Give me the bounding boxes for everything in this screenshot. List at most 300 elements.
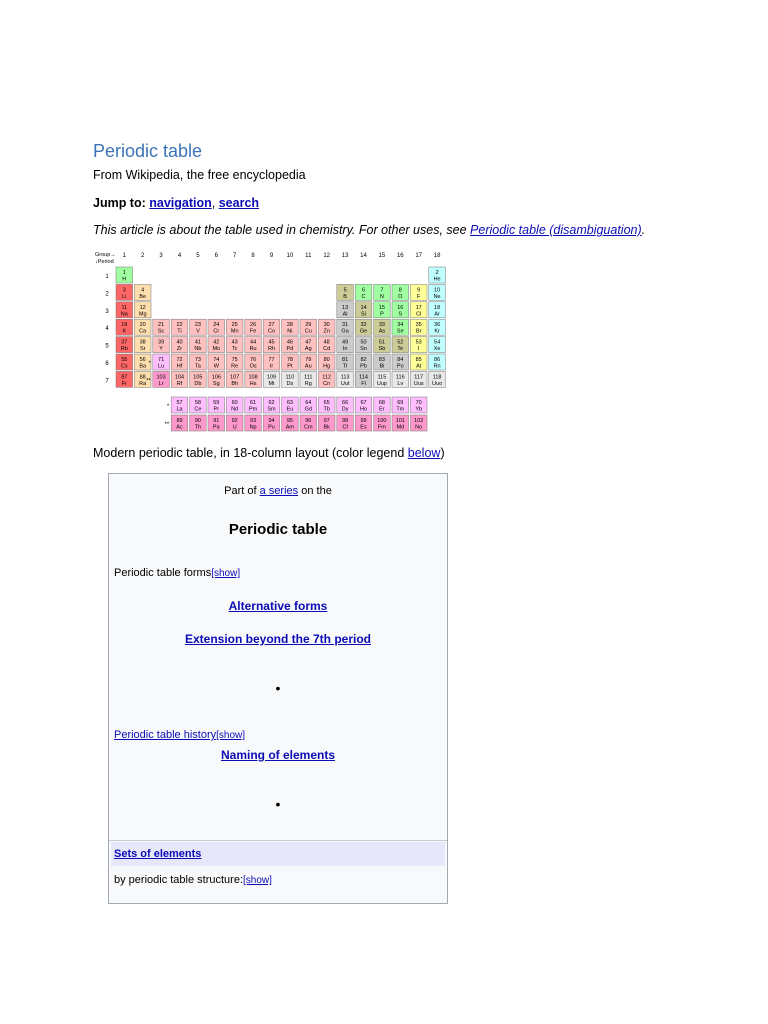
element-symbol: H — [122, 276, 127, 283]
element-symbol: Am — [285, 424, 295, 431]
element-symbol: Bh — [231, 380, 239, 387]
element-number: 24 — [213, 322, 220, 329]
caption-text: Modern periodic table, in 18-column layout (color legend — [93, 446, 408, 460]
element-number: 43 — [231, 339, 238, 346]
search-link[interactable]: search — [218, 196, 260, 210]
element-number: 71 — [158, 357, 165, 363]
group-number: 3 — [159, 253, 163, 259]
element-symbol: Mt — [268, 380, 275, 387]
group-number: 12 — [323, 253, 331, 259]
element-symbol: Ta — [194, 363, 201, 370]
sets-row — [114, 848, 201, 860]
element-symbol: Dy — [341, 406, 349, 413]
element-symbol: Pu — [268, 424, 275, 431]
element-symbol: Nd — [231, 406, 239, 413]
element-symbol: Lr — [158, 380, 164, 387]
element-number: 27 — [268, 322, 275, 329]
element-number: 116 — [395, 374, 405, 381]
element-symbol: Uup — [376, 380, 387, 387]
element-symbol: B — [343, 293, 347, 300]
element-number: 105 — [193, 374, 203, 381]
element-number: 111 — [304, 374, 313, 381]
element-number: 106 — [211, 374, 221, 381]
element-number: 31 — [342, 322, 349, 329]
caption-end: ) — [440, 446, 445, 460]
element-number: 35 — [415, 322, 422, 329]
element-number: 58 — [194, 400, 201, 406]
element-number: 21 — [158, 322, 165, 329]
element-symbol: Mg — [138, 311, 147, 318]
element-number: 17 — [415, 304, 422, 311]
part-of-text: Part of — [224, 485, 260, 497]
element-symbol: Sm — [267, 406, 276, 413]
element-symbol: Y — [159, 346, 163, 353]
element-number: 23 — [194, 322, 201, 329]
element-symbol: Os — [249, 363, 257, 370]
element-number: 25 — [231, 322, 238, 329]
element-number: 82 — [360, 357, 367, 363]
element-number: 42 — [213, 339, 220, 346]
element-symbol: Ce — [194, 406, 202, 413]
element-symbol: Rh — [267, 346, 276, 353]
series-link[interactable]: a series — [259, 485, 299, 497]
element-number: 6 — [361, 287, 366, 294]
element-number: 80 — [323, 357, 330, 363]
element-symbol: Te — [397, 346, 404, 353]
element-number: 2 — [435, 270, 439, 276]
by-structure-row — [114, 874, 272, 886]
element-symbol: At — [416, 363, 422, 370]
element-symbol: Hg — [323, 363, 331, 370]
element-symbol: K — [122, 328, 127, 335]
element-number: 67 — [360, 400, 367, 406]
element-number: 66 — [342, 400, 349, 406]
element-number: 63 — [286, 400, 293, 406]
element-number: 74 — [213, 357, 220, 363]
element-number: 98 — [342, 418, 349, 424]
element-number: 79 — [305, 357, 312, 363]
element-number: 89 — [176, 418, 183, 424]
element-number: 96 — [305, 418, 312, 424]
naming-link[interactable]: Naming of elements — [220, 748, 336, 762]
element-number: 37 — [121, 339, 128, 346]
element-number: 59 — [213, 400, 220, 406]
history-row — [114, 729, 245, 741]
element-symbol: Yb — [415, 406, 423, 413]
element-symbol: Br — [415, 328, 422, 335]
element-number: 104 — [174, 374, 185, 381]
period-number: 4 — [105, 326, 109, 333]
subtitle: From Wikipedia, the free encyclopedia — [93, 168, 306, 182]
element-number: 11 — [121, 304, 128, 311]
element-symbol: Lv — [397, 380, 404, 387]
element-number: 9 — [417, 287, 421, 294]
element-symbol: As — [378, 328, 386, 335]
element-symbol: Cl — [416, 311, 422, 318]
element-number: 93 — [250, 418, 257, 424]
element-symbol: Fl — [361, 380, 366, 387]
element-symbol: Rn — [433, 363, 441, 370]
history-link[interactable]: Periodic table history — [114, 729, 217, 741]
element-number: 26 — [250, 322, 257, 329]
element-number: 16 — [397, 304, 404, 311]
element-number: 1 — [122, 270, 126, 276]
period-number: 1 — [105, 274, 109, 280]
element-number: 102 — [414, 418, 424, 424]
element-symbol: Na — [120, 311, 128, 318]
element-number: 47 — [305, 339, 312, 346]
element-symbol: Cs — [120, 363, 128, 370]
element-symbol: Fm — [377, 424, 386, 431]
element-number: 78 — [286, 357, 293, 363]
element-symbol: Se — [396, 328, 404, 335]
element-symbol: Pt — [287, 363, 293, 370]
sets-header — [109, 840, 447, 868]
element-number: 72 — [176, 357, 183, 363]
element-number: 61 — [250, 400, 257, 406]
element-symbol: Co — [267, 328, 276, 335]
sets-header-bg — [111, 842, 445, 866]
element-symbol: Gd — [304, 406, 312, 413]
element-number: 22 — [176, 322, 183, 329]
hatnote — [93, 223, 645, 237]
element-symbol: Hs — [249, 380, 257, 387]
image-caption — [93, 446, 445, 460]
actinide-marker: ** — [146, 378, 151, 385]
element-symbol: S — [398, 311, 403, 318]
element-number: 48 — [323, 339, 330, 346]
element-number: 76 — [250, 357, 257, 363]
navigation-link[interactable]: navigation — [149, 196, 212, 210]
element-symbol: Xe — [433, 346, 441, 353]
element-number: 86 — [434, 357, 441, 363]
element-symbol: Ru — [249, 346, 257, 353]
element-number: 14 — [360, 304, 367, 311]
infobox-title: Periodic table — [228, 521, 328, 538]
element-symbol: F — [417, 293, 421, 300]
color-legend-link[interactable]: below — [407, 446, 441, 460]
period-number: 5 — [105, 343, 109, 350]
naming-row — [109, 748, 447, 762]
element-symbol: Cn — [323, 380, 331, 387]
bullet-2: • — [275, 796, 281, 812]
element-symbol: Ir — [269, 363, 274, 370]
sets-of-elements-link[interactable]: Sets of elements — [114, 848, 202, 860]
forms-row — [114, 567, 240, 579]
group-number: 4 — [177, 253, 182, 259]
element-number: 108 — [248, 374, 258, 381]
element-number: 52 — [397, 339, 404, 346]
element-number: 68 — [378, 400, 385, 406]
element-symbol: Np — [249, 424, 257, 431]
element-symbol: Ni — [287, 328, 293, 335]
element-number: 51 — [378, 339, 385, 346]
element-number: 85 — [415, 357, 422, 363]
element-number: 115 — [377, 374, 387, 381]
element-symbol: Ne — [433, 293, 441, 300]
forms-show-toggle[interactable]: [show] — [211, 568, 241, 579]
element-symbol: Cm — [304, 424, 313, 431]
element-number: 5 — [343, 287, 347, 294]
element-number: 91 — [213, 418, 220, 424]
element-number: 18 — [434, 304, 441, 311]
period-number: 7 — [105, 378, 109, 385]
group-number: 1 — [122, 253, 126, 259]
element-symbol: Uus — [413, 380, 424, 387]
element-number: 55 — [121, 357, 128, 363]
element-symbol: Pr — [213, 406, 220, 413]
element-symbol: Th — [194, 424, 202, 431]
element-symbol: Ge — [359, 328, 368, 335]
group-number: 8 — [251, 253, 255, 259]
element-number: 64 — [305, 400, 312, 406]
element-symbol: N — [379, 293, 384, 300]
group-number: 15 — [378, 253, 386, 259]
period-number: 3 — [105, 308, 109, 315]
disambiguation-link[interactable]: Periodic table (disambiguation) — [470, 223, 642, 237]
extension-row — [109, 632, 447, 646]
element-number: 117 — [414, 374, 424, 381]
hatnote-text: This article is about the table used in chemistry. For other uses, see — [93, 223, 471, 237]
element-symbol: C — [361, 293, 366, 300]
element-number: 118 — [432, 374, 442, 381]
element-symbol: Tl — [342, 363, 348, 370]
element-symbol: Li — [122, 293, 127, 300]
element-number: 15 — [378, 304, 385, 311]
element-symbol: Re — [231, 363, 239, 370]
element-symbol: Al — [342, 311, 348, 318]
element-symbol: Rf — [176, 380, 183, 387]
bullet-1: • — [275, 680, 281, 696]
element-symbol: Sb — [378, 346, 386, 353]
group-number: 18 — [433, 253, 441, 259]
group-number: 7 — [233, 253, 237, 259]
group-number: 6 — [214, 253, 218, 259]
element-number: 19 — [121, 322, 128, 329]
element-number: 114 — [359, 374, 368, 381]
on-the-text: on the — [298, 485, 332, 497]
element-symbol: Uuo — [432, 380, 443, 387]
element-number: 95 — [286, 418, 293, 424]
element-number: 49 — [342, 339, 349, 346]
element-symbol: Sn — [360, 346, 367, 353]
group-number: 11 — [305, 253, 312, 259]
element-number: 34 — [397, 322, 404, 329]
element-number: 83 — [378, 357, 385, 363]
element-number: 88 — [139, 374, 146, 381]
element-symbol: Es — [360, 424, 367, 431]
element-symbol: Be — [139, 293, 147, 300]
element-symbol: Pd — [286, 346, 294, 353]
element-symbol: Fe — [249, 328, 257, 335]
element-number: 112 — [322, 374, 332, 381]
element-number: 92 — [231, 418, 238, 424]
lanthanide-row-marker: * — [166, 404, 170, 410]
element-number: 20 — [139, 322, 146, 329]
element-number: 69 — [397, 400, 404, 406]
by-structure-label: by periodic table structure: — [114, 874, 244, 886]
element-symbol: Cf — [342, 424, 348, 431]
element-number: 77 — [268, 357, 275, 363]
element-symbol: Nb — [194, 346, 202, 353]
element-number: 39 — [158, 339, 165, 346]
element-symbol: V — [196, 328, 200, 335]
element-number: 3 — [122, 287, 126, 294]
series-infobox — [108, 473, 448, 904]
element-number: 56 — [139, 357, 146, 363]
element-number: 81 — [342, 357, 349, 363]
group-number: 10 — [286, 253, 294, 259]
element-symbol: Er — [379, 406, 385, 413]
element-symbol: Ga — [341, 328, 349, 335]
element-symbol: Cd — [323, 346, 331, 353]
element-number: 12 — [139, 304, 146, 311]
element-number: 45 — [268, 339, 275, 346]
element-number: 28 — [286, 322, 293, 329]
element-symbol: No — [415, 424, 423, 431]
element-number: 90 — [194, 418, 201, 424]
element-symbol: Ho — [359, 406, 368, 413]
element-number: 46 — [286, 339, 293, 346]
element-number: 109 — [266, 374, 277, 381]
element-number: 103 — [156, 374, 166, 381]
element-number: 29 — [305, 322, 312, 329]
element-number: 100 — [377, 418, 387, 424]
element-symbol: Tc — [231, 346, 238, 353]
element-symbol: In — [342, 346, 348, 353]
element-symbol: Db — [194, 380, 202, 387]
structure-show-toggle[interactable]: [show] — [243, 875, 272, 886]
element-symbol: Pb — [360, 363, 367, 370]
element-symbol: Md — [396, 424, 405, 431]
element-number: 54 — [434, 339, 441, 346]
actinide-row-marker: ** — [164, 422, 170, 428]
periodic-table-image — [93, 249, 463, 436]
group-number: 14 — [360, 253, 367, 259]
group-number: 16 — [396, 253, 404, 259]
period-number: 2 — [105, 291, 109, 298]
element-number: 62 — [268, 400, 275, 406]
element-symbol: Rg — [304, 380, 312, 387]
extension-link[interactable]: Extension beyond the 7th period — [184, 632, 372, 646]
period-axis-label: ↓Period — [95, 259, 114, 265]
element-number: 87 — [121, 374, 128, 381]
element-symbol: Sg — [212, 380, 220, 387]
group-number: 17 — [415, 253, 423, 259]
element-number: 97 — [323, 418, 330, 424]
element-number: 75 — [231, 357, 238, 363]
element-symbol: Cu — [304, 328, 312, 335]
element-number: 13 — [342, 304, 349, 311]
element-symbol: Ac — [176, 424, 183, 431]
element-number: 107 — [230, 374, 240, 381]
element-number: 113 — [340, 374, 350, 381]
element-symbol: Po — [396, 363, 404, 370]
element-symbol: I — [417, 346, 420, 353]
element-symbol: Mn — [230, 328, 239, 335]
element-symbol: U — [232, 424, 237, 431]
element-number: 33 — [378, 322, 385, 329]
element-symbol: Cr — [213, 328, 220, 335]
element-number: 10 — [434, 287, 441, 294]
element-number: 70 — [415, 400, 422, 406]
element-symbol: Tm — [396, 406, 405, 413]
element-symbol: Si — [361, 311, 366, 318]
element-symbol: Bi — [379, 363, 385, 370]
element-symbol: Tb — [323, 406, 330, 413]
element-symbol: Ba — [139, 363, 147, 370]
element-number: 73 — [194, 357, 201, 363]
element-symbol: Ti — [177, 328, 182, 335]
period-number: 6 — [105, 361, 109, 367]
element-number: 53 — [415, 339, 422, 346]
element-symbol: Fr — [121, 380, 127, 387]
element-symbol: Uut — [340, 380, 350, 387]
element-symbol: Ca — [139, 328, 147, 335]
element-number: 38 — [139, 339, 146, 346]
element-symbol: O — [398, 293, 403, 300]
alternative-forms-link[interactable]: Alternative forms — [228, 599, 328, 613]
group-axis-label: Group→ — [95, 252, 116, 258]
element-symbol: Zn — [323, 328, 330, 335]
part-of-series — [109, 485, 447, 497]
element-symbol: Hf — [176, 363, 183, 370]
element-number: 41 — [194, 339, 201, 346]
element-number: 50 — [360, 339, 367, 346]
element-symbol: W — [213, 363, 219, 370]
element-number: 7 — [380, 287, 384, 294]
element-symbol: Lu — [158, 363, 165, 370]
element-symbol: Bk — [323, 424, 330, 431]
page-title: Periodic table — [93, 141, 203, 161]
element-number: 65 — [323, 400, 330, 406]
history-show-toggle[interactable]: [show] — [216, 730, 246, 741]
hatnote-end: . — [641, 223, 646, 237]
element-symbol: Pm — [248, 406, 258, 413]
group-number: 5 — [196, 253, 200, 259]
element-number: 101 — [395, 418, 405, 424]
element-symbol: Ag — [304, 346, 312, 353]
element-symbol: Kr — [434, 328, 440, 335]
element-symbol: Sc — [157, 328, 165, 335]
element-symbol: Ra — [139, 380, 147, 387]
element-symbol: Ar — [434, 311, 440, 318]
element-number: 110 — [285, 374, 295, 381]
element-symbol: Sr — [139, 346, 146, 353]
element-symbol: Zr — [176, 346, 183, 353]
element-number: 99 — [360, 418, 367, 424]
jump-separator: , — [211, 196, 219, 210]
group-number: 13 — [341, 253, 349, 259]
element-symbol: Pa — [212, 424, 220, 431]
element-symbol: Au — [304, 363, 312, 370]
element-symbol: La — [176, 406, 183, 413]
group-number: 2 — [141, 253, 145, 259]
element-number: 44 — [250, 339, 257, 346]
element-number: 8 — [398, 287, 402, 294]
element-number: 32 — [360, 322, 367, 329]
element-symbol: He — [433, 276, 441, 283]
element-number: 4 — [141, 287, 145, 294]
element-number: 84 — [397, 357, 404, 363]
element-number: 36 — [434, 322, 441, 329]
alternative-forms-row — [109, 599, 447, 613]
element-number: 60 — [231, 400, 238, 406]
element-number: 40 — [176, 339, 183, 346]
element-symbol: Mo — [212, 346, 221, 353]
jump-to-label: Jump to: — [93, 196, 146, 210]
element-number: 57 — [176, 400, 183, 406]
